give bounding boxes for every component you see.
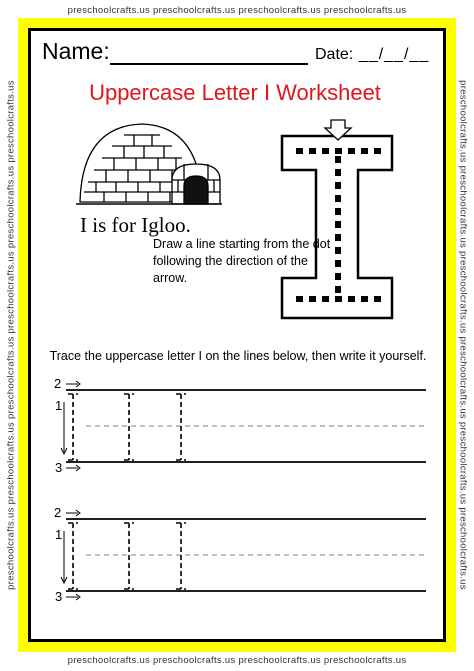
- letter-i-guide: [278, 118, 398, 328]
- stroke-number: 1: [55, 398, 63, 413]
- traced-letter-i: [68, 394, 78, 460]
- practice-row[interactable]: [40, 505, 430, 605]
- trace-instruction: Trace the uppercase letter I on the lines below, then write it yourself.: [49, 349, 427, 363]
- name-line[interactable]: [110, 63, 308, 65]
- date-slots[interactable]: __/__/__: [359, 46, 430, 63]
- igloo-icon: [74, 120, 224, 206]
- stroke-number: 3: [55, 460, 63, 475]
- traced-letter-i: [124, 523, 134, 589]
- watermark-right: preschoolcrafts.us preschoolcrafts.us preschoolcrafts.us preschoolcrafts.us preschoolcrafts.us preschoolcrafts.us: [457, 80, 469, 590]
- name-label: Name:: [42, 38, 110, 64]
- worksheet-title: Uppercase Letter I Worksheet: [89, 80, 381, 105]
- traced-letter-i: [68, 523, 78, 589]
- guide-instruction: Draw a line starting from the dot following the direction of the arrow.: [153, 237, 331, 285]
- traced-letter-i: [176, 394, 186, 460]
- igloo-caption: I is for Igloo.: [80, 213, 191, 237]
- practice-row[interactable]: [40, 376, 430, 476]
- watermark-left: preschoolcrafts.us preschoolcrafts.us preschoolcrafts.us preschoolcrafts.us preschoolcrafts.us preschoolcrafts.us: [5, 80, 17, 590]
- traced-letter-i: [176, 523, 186, 589]
- date-label: Date:: [315, 46, 354, 63]
- watermark-top: preschoolcrafts.us preschoolcrafts.us preschoolcrafts.us preschoolcrafts.us: [67, 5, 407, 16]
- watermark-bottom: preschoolcrafts.us preschoolcrafts.us preschoolcrafts.us preschoolcrafts.us: [67, 655, 407, 666]
- stroke-number: 1: [55, 527, 63, 542]
- traced-letter-i: [124, 394, 134, 460]
- stroke-number: 2: [54, 376, 62, 391]
- stroke-number: 2: [54, 505, 62, 520]
- stroke-number: 3: [55, 589, 63, 604]
